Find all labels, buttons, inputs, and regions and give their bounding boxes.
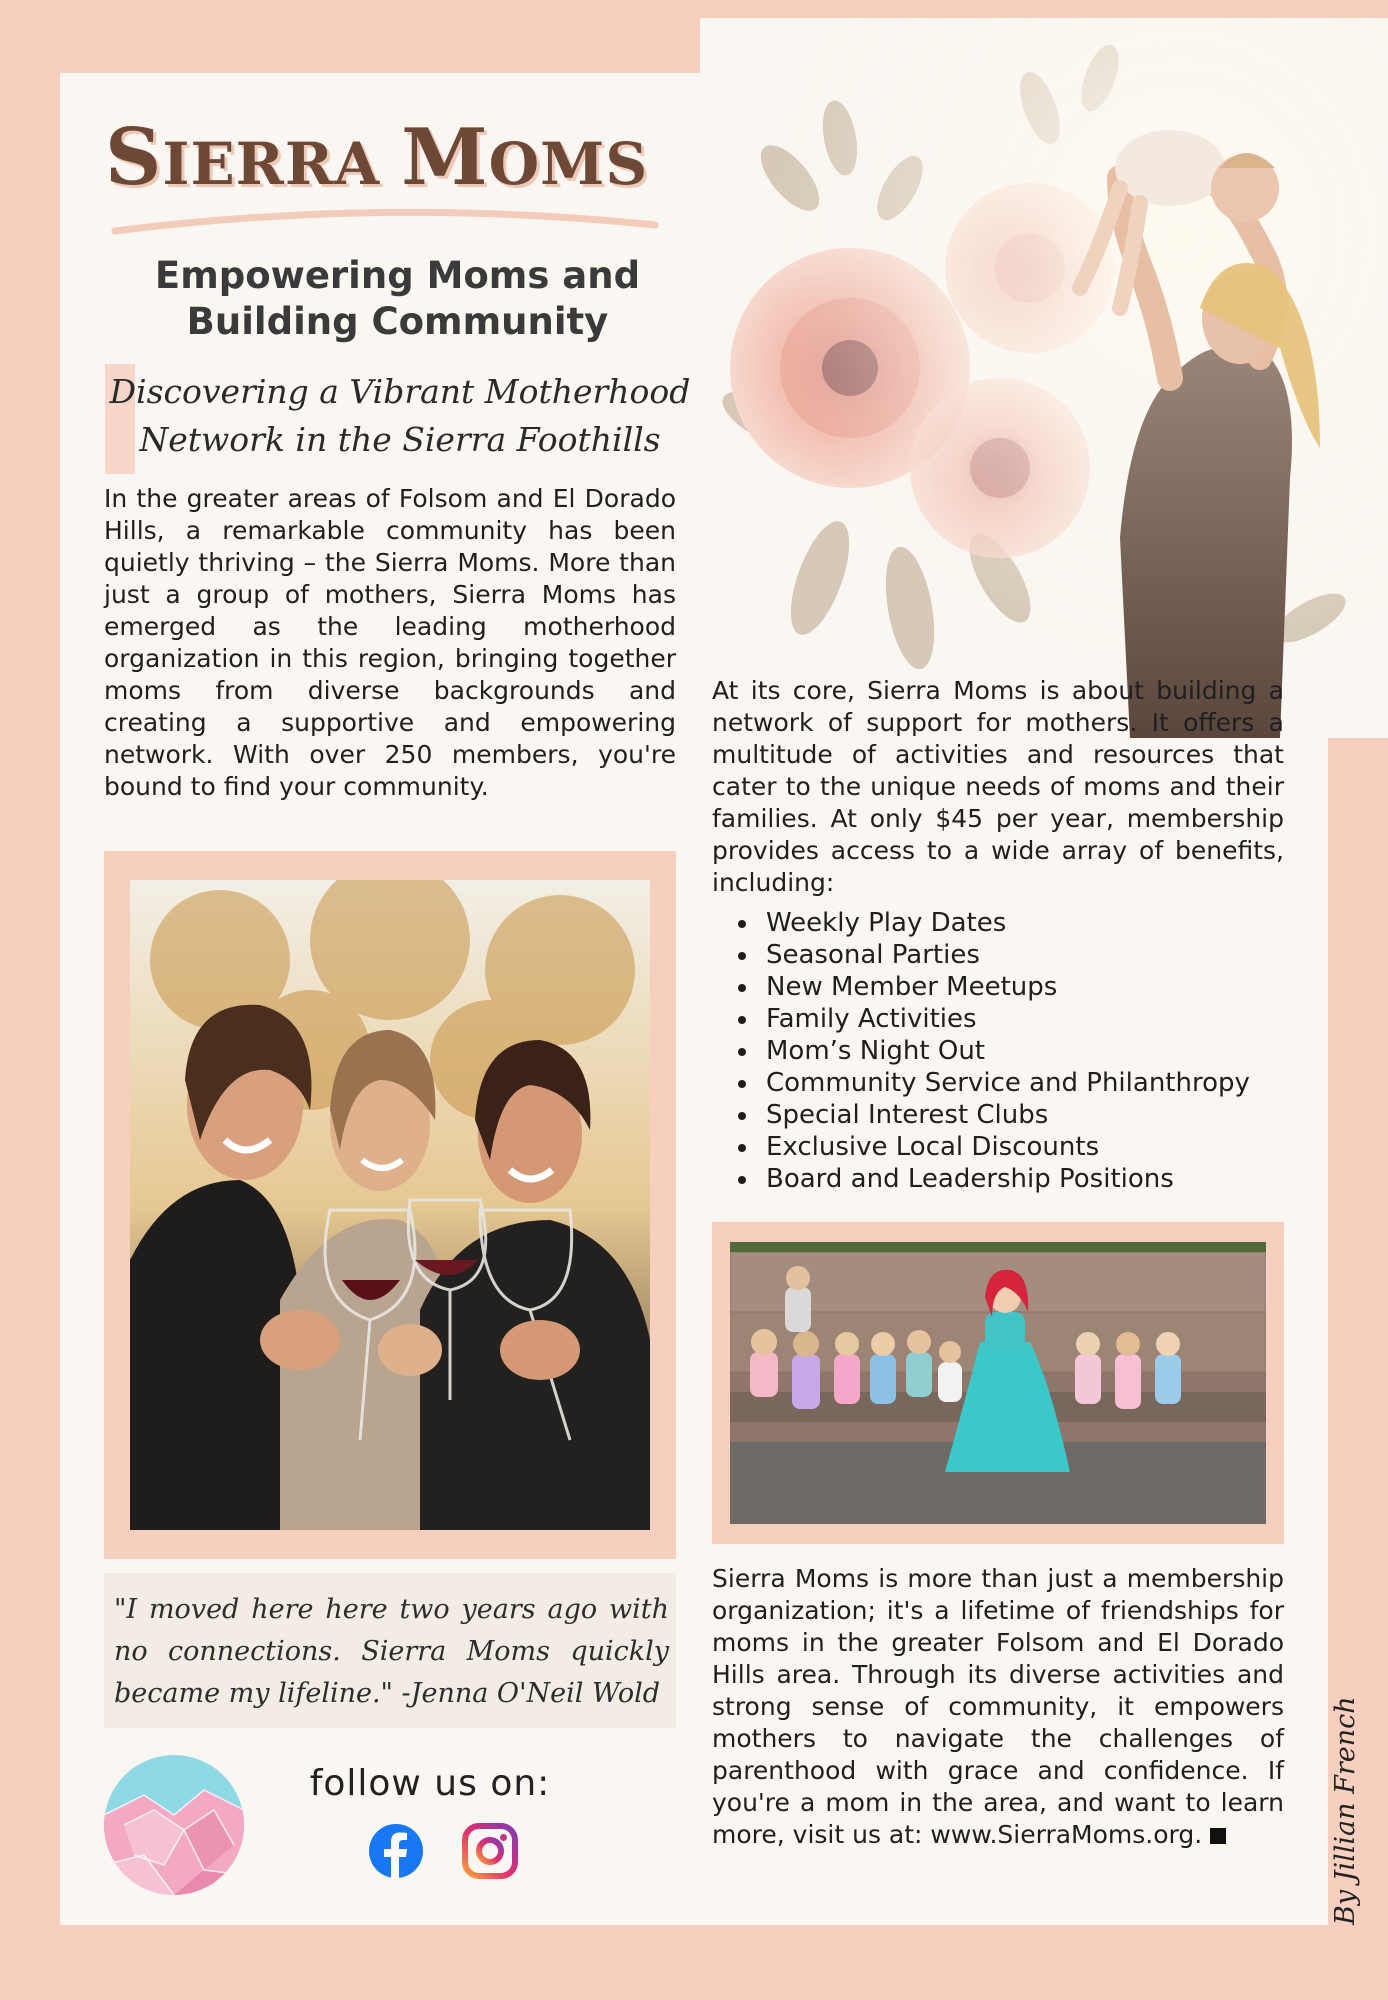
sierra-moms-logo <box>104 1755 244 1895</box>
tagline-block <box>105 364 695 474</box>
list-item: • New Member Meetups <box>760 971 1320 1003</box>
list-item: • Board and Leadership Positions <box>760 1163 1320 1195</box>
subtitle-line-2: Building Community <box>186 300 609 343</box>
article-page <box>60 73 1328 1925</box>
testimonial-quote-box <box>104 1573 676 1728</box>
facebook-icon[interactable] <box>368 1823 424 1879</box>
follow-us-label: follow us on: <box>309 1763 551 1804</box>
closing-paragraph-text: Sierra Moms is more than just a membership organization; it's a lifetime of friendships for moms in the greater Folsom and El Dorado Hills area. Through its diverse activities and strong sense of community, it empowers mothers to navigate the challenges of parenthood with grace and confidence. If you're a mom in the area, and want to learn more, visit us at: www.SierraMoms.org. <box>712 1564 1284 1849</box>
list-item: • Weekly Play Dates <box>760 907 1320 939</box>
byline: By Jillian French <box>1330 1696 1361 1925</box>
list-item: • Community Service and Philanthropy <box>760 1067 1320 1099</box>
benefits-list <box>732 907 1320 1195</box>
core-paragraph: At its core, Sierra Moms is about building a network of support for mothers. It offers a multitude of activities and resources that cater to the unique needs of moms and their families. At only $45 per year, membership provides access to a wide array of benefits, including: <box>712 676 1284 897</box>
photo-kids-with-princess <box>730 1242 1266 1524</box>
tagline-line-2: Network in the Sierra Foothills <box>139 420 661 459</box>
title-initial-s: S <box>105 112 163 203</box>
tagline <box>105 368 695 464</box>
instagram-icon[interactable] <box>462 1823 518 1879</box>
page-title <box>105 113 695 209</box>
photo-frame-right <box>712 1222 1284 1544</box>
list-item: • Special Interest Clubs <box>760 1099 1320 1131</box>
photo-frame-left <box>104 851 676 1559</box>
end-of-story-mark <box>1210 1828 1226 1844</box>
title-underline-swoosh <box>105 203 665 243</box>
list-item: • Family Activities <box>760 1003 1320 1035</box>
list-item: • Seasonal Parties <box>760 939 1320 971</box>
photo-moms-toasting-wine <box>130 880 650 1530</box>
hero-mother-child-illustration <box>700 18 1388 738</box>
subtitle <box>105 253 690 345</box>
subtitle-line-1: Empowering Moms and <box>154 254 641 297</box>
intro-paragraph: In the greater areas of Folsom and El Dorado Hills, a remarkable community has been quietly thriving – the Sierra Moms. More than just a group of mothers, Sierra Moms has emerged as the leading motherhood organization in this region, bringing together moms from diverse backgrounds and creating a supportive and empowering network. With over 250 members, you're bound to find your community. <box>104 484 676 801</box>
closing-paragraph <box>712 1563 1284 1851</box>
list-item: • Mom’s Night Out <box>760 1035 1320 1067</box>
title-rest-1: IERRA <box>162 130 402 198</box>
list-item: • Exclusive Local Discounts <box>760 1131 1320 1163</box>
title-initial-m: M <box>401 112 489 203</box>
testimonial-quote: "I moved here here two years ago with no connections. Sierra Moms quickly became my lifeline." -Jenna O'Neil Wold <box>114 1594 669 1709</box>
tagline-line-1: Discovering a Vibrant Motherhood <box>109 372 691 411</box>
title-rest-2: OMS <box>488 130 649 198</box>
